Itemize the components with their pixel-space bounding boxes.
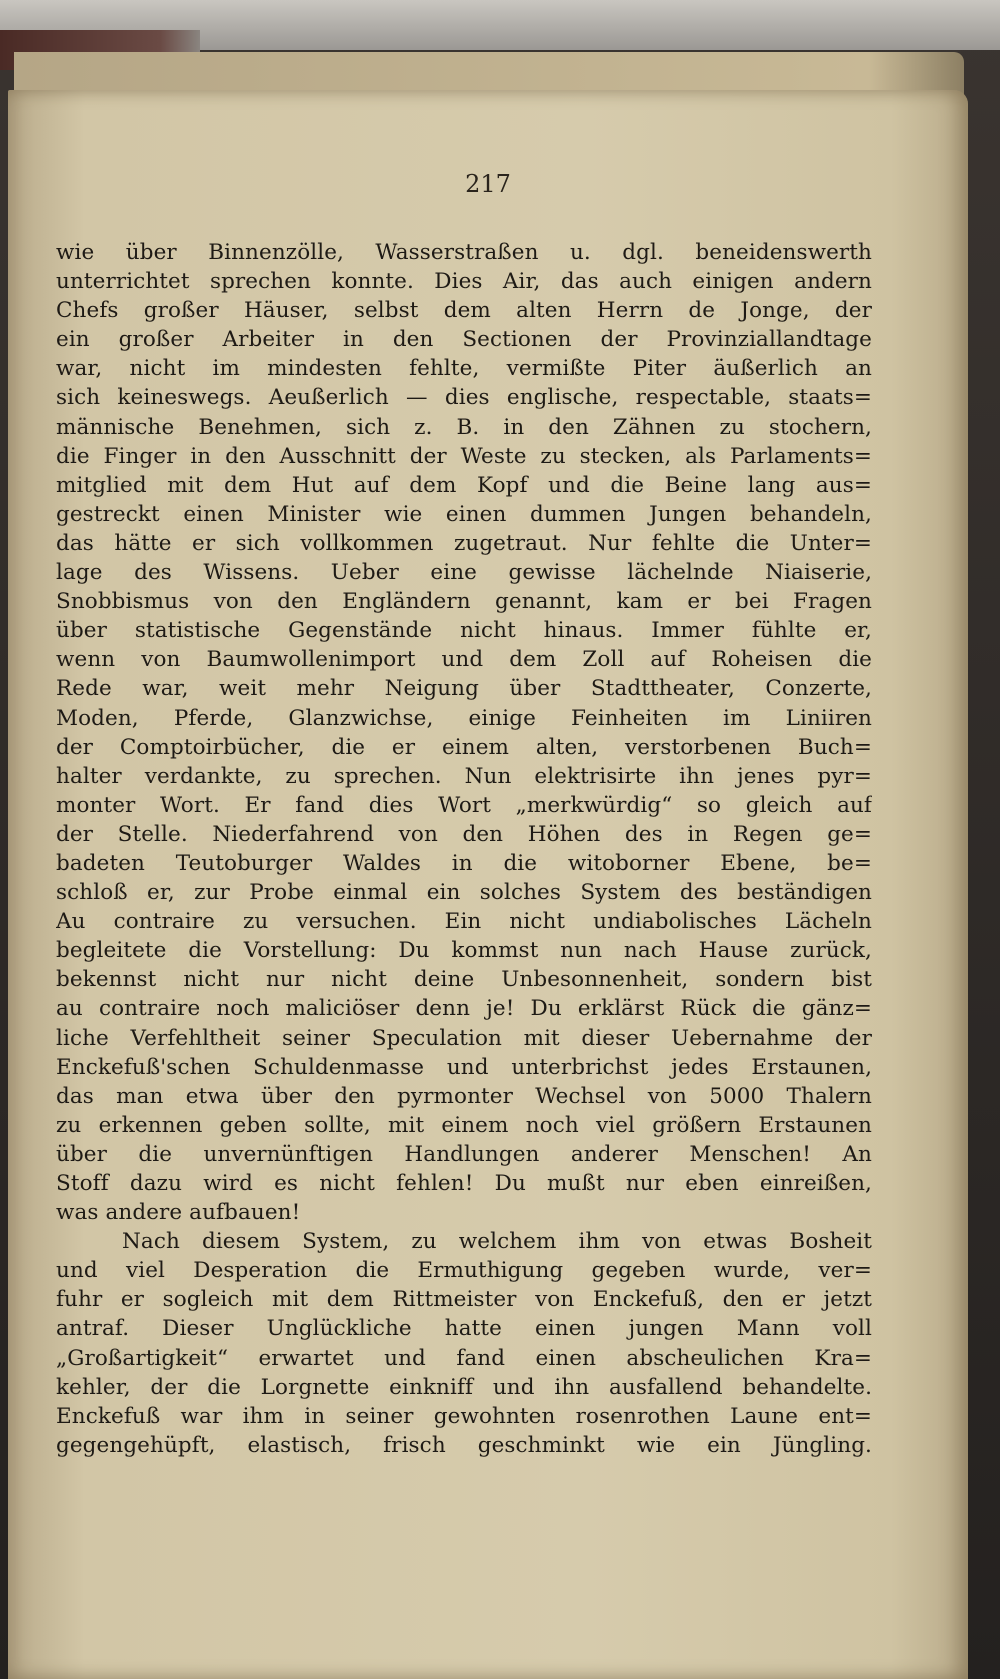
- text-line: Au contraire zu versuchen. Ein nicht undiabolisches Lächeln: [56, 909, 872, 935]
- text-line: sich keineswegs. Aeußerlich — dies englische, respectable, staats=: [56, 385, 872, 411]
- text-line: der Comptoirbücher, die er einem alten, verstorbenen Buch=: [56, 734, 872, 760]
- text-line: monter Wort. Er fand dies Wort „merkwürdig“ so gleich auf: [56, 792, 872, 818]
- text-line: lage des Wissens. Ueber eine gewisse lächelnde Niaiserie,: [56, 560, 872, 586]
- text-line: gestreckt einen Minister wie einen dummen Jungen behandeln,: [56, 501, 872, 527]
- text-line: wie über Binnenzölle, Wasserstraßen u. dgl. beneidenswerth: [56, 240, 872, 265]
- text-line: mitglied mit dem Hut auf dem Kopf und die Beine lang aus=: [56, 472, 872, 498]
- book-page: [8, 90, 968, 1679]
- text-line: badeten Teutoburger Waldes in die witoborner Ebene, be=: [56, 850, 872, 876]
- text-line: Enckefuß'schen Schuldenmasse und unterbrichst jedes Erstaunen,: [56, 1054, 872, 1080]
- text-line: der Stelle. Niederfahrend von den Höhen des in Regen ge=: [56, 821, 872, 847]
- text-line: zu erkennen geben sollte, mit einem noch viel größern Erstaunen: [56, 1112, 872, 1138]
- text-line: unterrichtet sprechen konnte. Dies Air, das auch einigen andern: [56, 269, 872, 295]
- text-line: Enckefuß war ihm in seiner gewohnten rosenrothen Laune ent=: [56, 1403, 872, 1429]
- text-line: Stoff dazu wird es nicht fehlen! Du mußt nur eben einreißen,: [56, 1171, 872, 1196]
- text-line: au contraire noch maliciöser denn je! Du erklärst Rück die gänz=: [56, 996, 872, 1022]
- text-line: und viel Desperation die Ermuthigung gegeben wurde, ver=: [56, 1258, 872, 1284]
- text-line: kehler, der die Lorgnette einkniff und ihn ausfallend behandelte.: [56, 1374, 872, 1400]
- text-line: fuhr er sogleich mit dem Rittmeister von Enckefuß, den er jetzt: [56, 1287, 872, 1313]
- text-line: männische Benehmen, sich z. B. in den Zähnen zu stochern,: [56, 414, 872, 440]
- text-line: war, nicht im mindesten fehlte, vermißte Piter äußerlich an: [56, 356, 872, 382]
- text-line: „Großartigkeit“ erwartet und fand einen abscheulichen Kra=: [56, 1345, 872, 1371]
- text-line: Rede war, weit mehr Neigung über Stadttheater, Conzerte,: [56, 676, 872, 702]
- text-line: über die unvernünftigen Handlungen anderer Menschen! An: [56, 1141, 872, 1167]
- paragraph-start-line: Nach diesem System, zu welchem ihm von etwas Bosheit: [122, 1229, 872, 1255]
- text-line: ein großer Arbeiter in den Sectionen der Provinziallandtage: [56, 327, 872, 353]
- text-line: wenn von Baumwollenimport und dem Zoll auf Roheisen die: [56, 647, 872, 673]
- text-line: antraf. Dieser Unglückliche hatte einen jungen Mann voll: [56, 1316, 872, 1342]
- body-text: [56, 238, 872, 1460]
- text-line: halter verdankte, zu sprechen. Nun elektrisirte ihn jenes pyr=: [56, 763, 872, 789]
- text-line: Snobbismus von den Engländern genannt, kam er bei Fragen: [56, 589, 872, 615]
- text-line: bekennst nicht nur nicht deine Unbesonnenheit, sondern bist: [56, 967, 872, 993]
- paragraph-end-line: was andere aufbauen!: [56, 1200, 301, 1226]
- text-line: schloß er, zur Probe einmal ein solches System des beständigen: [56, 880, 872, 906]
- page-number: 217: [465, 170, 511, 198]
- text-line: begleitete die Vorstellung: Du kommst nun nach Hause zurück,: [56, 938, 872, 964]
- text-line: das man etwa über den pyrmonter Wechsel von 5000 Thalern: [56, 1083, 872, 1109]
- text-line: die Finger in den Ausschnitt der Weste zu stecken, als Parlaments=: [56, 443, 872, 469]
- text-line: Chefs großer Häuser, selbst dem alten Herrn de Jonge, der: [56, 298, 872, 324]
- text-line: gegengehüpft, elastisch, frisch geschminkt wie ein Jüngling.: [56, 1432, 872, 1458]
- text-line: das hätte er sich vollkommen zugetraut. Nur fehlte die Unter=: [56, 530, 872, 556]
- text-line: liche Verfehltheit seiner Speculation mit dieser Uebernahme der: [56, 1025, 872, 1051]
- text-line: über statistische Gegenstände nicht hinaus. Immer fühlte er,: [56, 618, 872, 644]
- text-line: Moden, Pferde, Glanzwichse, einige Feinheiten im Liniiren: [56, 705, 872, 731]
